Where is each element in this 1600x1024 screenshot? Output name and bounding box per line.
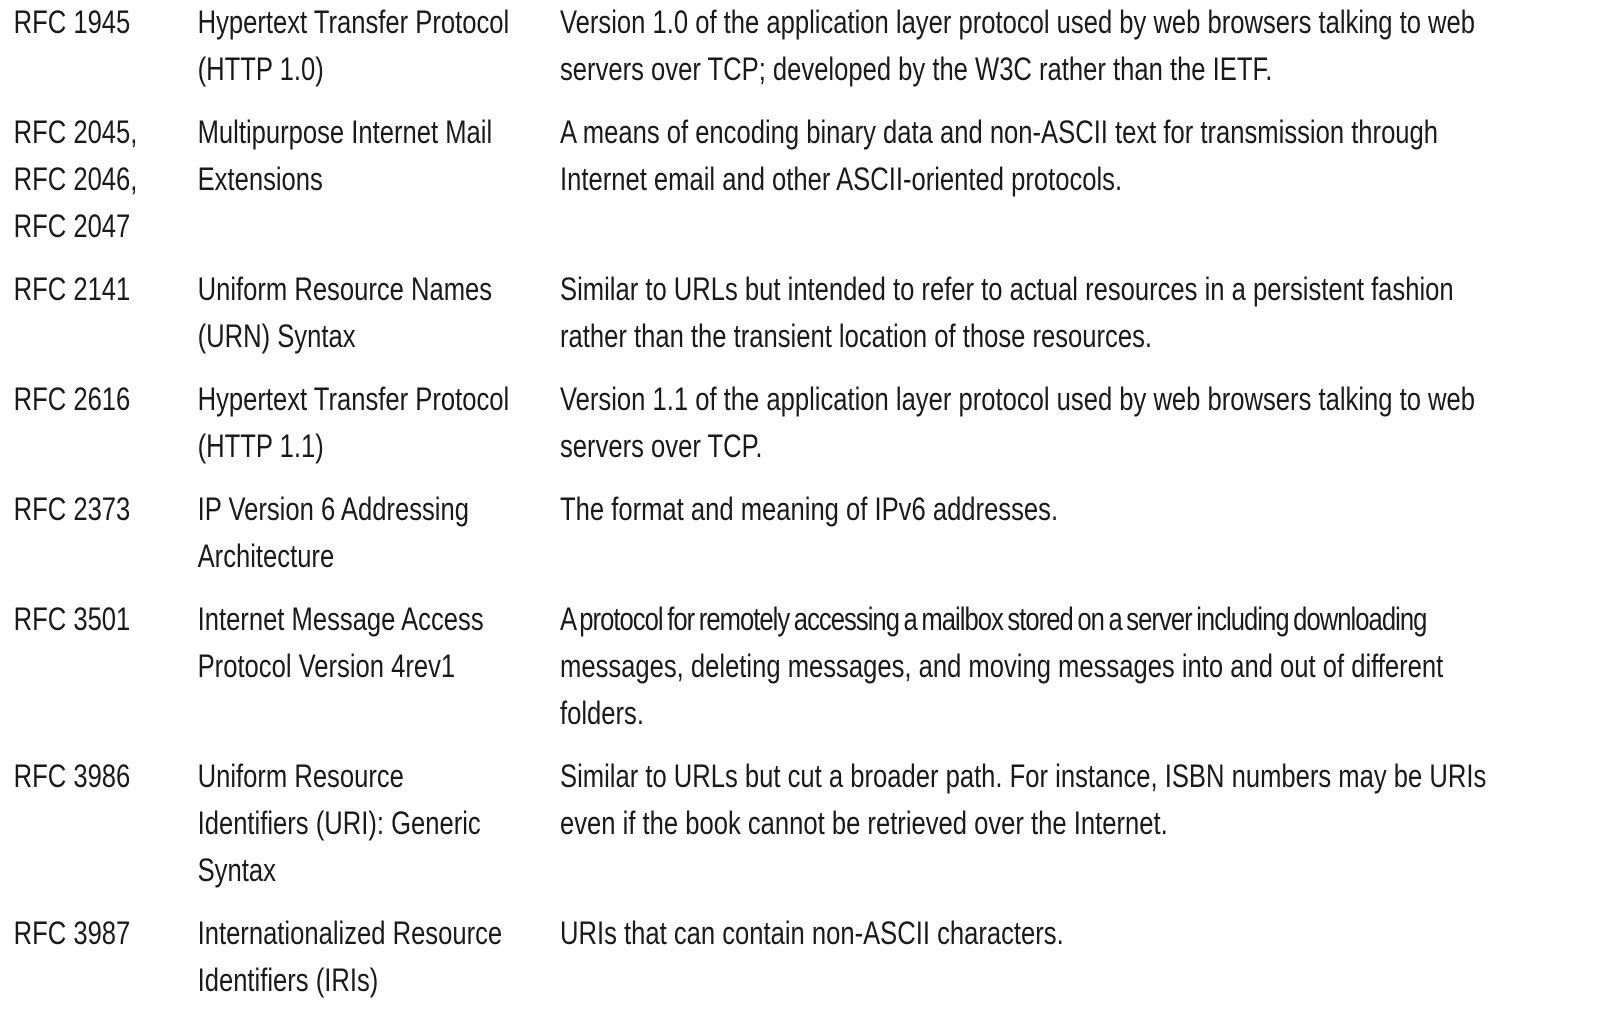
- rfc-number: [14, 753, 131, 800]
- rfc-number: [14, 0, 131, 46]
- table-row: [0, 376, 1600, 486]
- table-row: [0, 486, 1600, 596]
- rfc-description: [560, 266, 1454, 360]
- rfc-number-line: RFC 2373: [13, 491, 131, 527]
- rfc-number: [14, 486, 131, 533]
- rfc-title-line: Hypertext Transfer Protocol: [197, 4, 510, 40]
- rfc-description-line: messages, deleting messages, and moving messages into and out of different: [560, 648, 1444, 684]
- rfc-title: [198, 0, 510, 93]
- rfc-title-line: Multipurpose Internet Mail: [197, 114, 493, 150]
- rfc-number-line: RFC 3987: [13, 915, 131, 951]
- table-row: [0, 109, 1600, 266]
- rfc-title-line: Uniform Resource Names: [197, 271, 493, 307]
- rfc-title-line: Hypertext Transfer Protocol: [197, 381, 510, 417]
- rfc-number-line: RFC 2047: [13, 208, 131, 244]
- rfc-title: [198, 266, 492, 360]
- rfc-number: [14, 376, 131, 423]
- table-row: [0, 910, 1600, 1020]
- rfc-description-line: Similar to URLs but cut a broader path. For instance, ISBN numbers may be URIs: [560, 758, 1487, 794]
- rfc-number-line: RFC 3986: [13, 758, 131, 794]
- rfc-number-line: RFC 2616: [13, 381, 131, 417]
- rfc-description: [560, 376, 1475, 470]
- rfc-description-line: servers over TCP; developed by the W3C rather than the IETF.: [560, 51, 1273, 87]
- rfc-title-line: (URN) Syntax: [197, 318, 356, 354]
- rfc-description: [560, 910, 1064, 1004]
- rfc-number: [14, 109, 138, 250]
- rfc-title-line: Uniform Resource: [197, 758, 404, 794]
- rfc-title-line: Identifiers (URI): Generic: [197, 805, 481, 841]
- rfc-description: [560, 0, 1475, 93]
- rfc-title-line: Syntax: [197, 852, 276, 888]
- rfc-number: [14, 910, 131, 957]
- rfc-description: [560, 596, 1443, 737]
- rfc-description: [560, 109, 1438, 250]
- rfc-description-line: Version 1.0 of the application layer protocol used by web browsers talking to web: [560, 4, 1476, 40]
- rfc-title-line: Protocol Version 4rev1: [197, 648, 456, 684]
- rfc-description-line: URIs that can contain non-ASCII characters.: [560, 915, 1064, 951]
- rfc-description-line: Internet email and other ASCII-oriented protocols.: [560, 161, 1123, 197]
- rfc-description-line: A means of encoding binary data and non-ASCII text for transmission through: [560, 114, 1439, 150]
- table-row: [0, 596, 1600, 753]
- rfc-title-line: (HTTP 1.1): [197, 428, 324, 464]
- rfc-title: [198, 109, 493, 203]
- rfc-description-line: Similar to URLs but intended to refer to actual resources in a persistent fashion: [560, 271, 1454, 307]
- rfc-description-line: servers over TCP.: [560, 428, 763, 464]
- rfc-number: [14, 596, 131, 643]
- rfc-title: [198, 486, 469, 580]
- table-row: [0, 0, 1600, 109]
- rfc-number-line: RFC 1945: [13, 4, 131, 40]
- rfc-description-line: A protocol for remotely accessing a mailbox stored on a server including downloading: [560, 601, 1427, 637]
- table-row: [0, 266, 1600, 376]
- rfc-title-line: Identifiers (IRIs): [197, 962, 379, 998]
- rfc-title: [198, 753, 481, 894]
- rfc-description-line: The format and meaning of IPv6 addresses.: [560, 491, 1059, 527]
- rfc-description-line: even if the book cannot be retrieved over the Internet.: [560, 805, 1168, 841]
- rfc-number: [14, 266, 131, 313]
- rfc-title-line: IP Version 6 Addressing: [197, 491, 469, 527]
- rfc-description-line: folders.: [560, 695, 644, 731]
- rfc-title-line: Internet Message Access: [197, 601, 484, 637]
- rfc-title-line: (HTTP 1.0): [197, 51, 324, 87]
- rfc-description: [560, 753, 1486, 894]
- rfc-number-line: RFC 2045,: [13, 114, 138, 150]
- rfc-description-line: Version 1.1 of the application layer protocol used by web browsers talking to web: [560, 381, 1476, 417]
- rfc-title: [198, 910, 503, 1004]
- table-row: [0, 753, 1600, 910]
- rfc-title-line: Architecture: [197, 538, 335, 574]
- rfc-description-line: rather than the transient location of those resources.: [560, 318, 1152, 354]
- rfc-number-line: RFC 2046,: [13, 161, 138, 197]
- rfc-title: [198, 596, 484, 690]
- rfc-number-line: RFC 2141: [13, 271, 131, 307]
- rfc-title-line: Internationalized Resource: [197, 915, 503, 951]
- rfc-description: [560, 486, 1058, 580]
- rfc-title-line: Extensions: [197, 161, 323, 197]
- rfc-title: [198, 376, 510, 470]
- rfc-number-line: RFC 3501: [13, 601, 131, 637]
